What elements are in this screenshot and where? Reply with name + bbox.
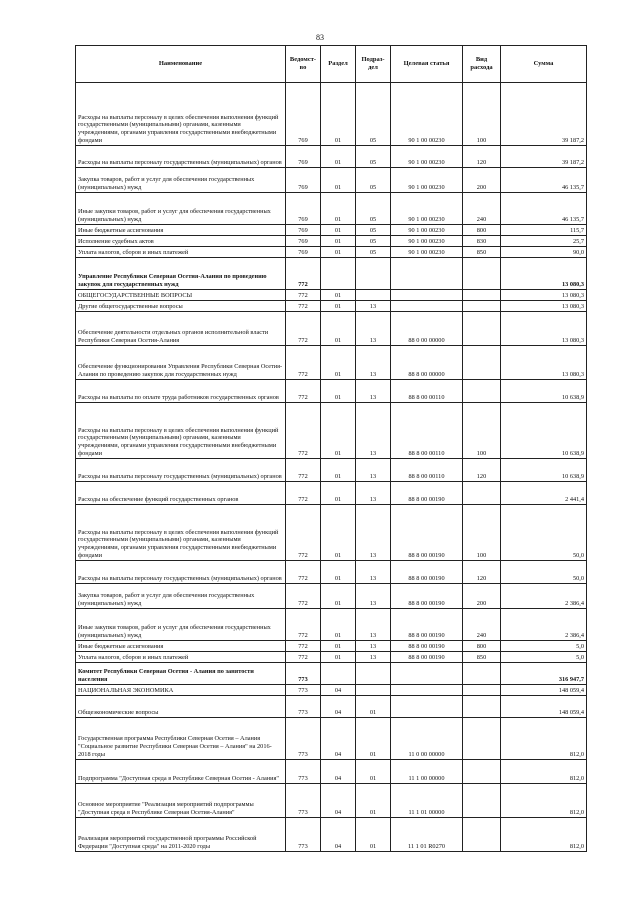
table-row: [76, 505, 587, 561]
table-row: [76, 247, 587, 258]
row-subsection: 13: [356, 301, 391, 312]
row-section: 01: [321, 584, 356, 609]
row-expense-type: [463, 718, 501, 760]
row-sum: 46 135,7: [501, 193, 587, 225]
table-row: [76, 146, 587, 168]
table-row: [76, 784, 587, 818]
header-expense-type: Вид расхода: [463, 46, 501, 83]
table-row: [76, 641, 587, 652]
row-subsection: [356, 663, 391, 685]
page-number: 83: [316, 33, 324, 42]
row-department: 772: [286, 301, 321, 312]
row-section: 01: [321, 482, 356, 505]
row-subsection: 05: [356, 236, 391, 247]
row-department: 772: [286, 380, 321, 403]
row-expense-type: 850: [463, 247, 501, 258]
table-row: [76, 718, 587, 760]
row-name: Иные бюджетные ассигнования: [76, 225, 286, 236]
row-name: Подпрограмма "Доступная среда в Республике Северная Осетия - Алания": [76, 760, 286, 784]
row-target-article: 88 8 00 00110: [391, 403, 463, 459]
row-target-article: 88 8 00 00190: [391, 482, 463, 505]
row-target-article: 88 8 00 00110: [391, 459, 463, 482]
row-section: 01: [321, 346, 356, 380]
row-expense-type: 120: [463, 459, 501, 482]
row-sum: 316 947,7: [501, 663, 587, 685]
table-row: [76, 561, 587, 584]
row-section: 01: [321, 459, 356, 482]
row-target-article: 11 0 00 00000: [391, 718, 463, 760]
row-expense-type: [463, 301, 501, 312]
row-target-article: 88 8 00 00190: [391, 609, 463, 641]
row-name: Общеэкономические вопросы: [76, 696, 286, 718]
row-subsection: 13: [356, 652, 391, 663]
header-target-article: Целевая статья: [391, 46, 463, 83]
row-department: 772: [286, 584, 321, 609]
table-row: [76, 380, 587, 403]
row-section: [321, 258, 356, 290]
table-row: [76, 482, 587, 505]
row-section: 04: [321, 685, 356, 696]
row-section: 01: [321, 290, 356, 301]
row-sum: 46 135,7: [501, 168, 587, 193]
row-section: 01: [321, 301, 356, 312]
row-target-article: 88 8 00 00190: [391, 652, 463, 663]
row-sum: 812,0: [501, 718, 587, 760]
row-target-article: 90 1 00 00230: [391, 146, 463, 168]
table-row: [76, 236, 587, 247]
table-row: [76, 696, 587, 718]
budget-table: [75, 45, 587, 852]
row-target-article: 90 1 00 00230: [391, 236, 463, 247]
row-target-article: [391, 685, 463, 696]
row-name: Основное мероприятие "Реализация мероприятий подпрограммы "Доступная среда в Республике Северная Осетия-Алания": [76, 784, 286, 818]
row-department: 772: [286, 290, 321, 301]
row-target-article: 11 1 01 00000: [391, 784, 463, 818]
row-sum: 812,0: [501, 818, 587, 852]
row-name: Обеспечение деятельности отдельных органов исполнительной власти Республики Северная Осетия-Алания: [76, 312, 286, 346]
row-target-article: 88 8 00 00190: [391, 505, 463, 561]
row-subsection: 01: [356, 760, 391, 784]
row-name: Расходы на выплаты персоналу в целях обеспечения выполнения функций государственными (муниципальными) органами, казенными учреждениями, органами управления государственными внебюджетными фондами: [76, 505, 286, 561]
row-section: 04: [321, 696, 356, 718]
row-subsection: 01: [356, 784, 391, 818]
row-sum: 13 080,3: [501, 301, 587, 312]
row-section: 01: [321, 403, 356, 459]
row-subsection: 13: [356, 482, 391, 505]
row-department: 772: [286, 561, 321, 584]
row-sum: 148 059,4: [501, 685, 587, 696]
row-target-article: 88 8 00 00190: [391, 641, 463, 652]
row-sum: 13 080,3: [501, 312, 587, 346]
row-sum: 13 080,3: [501, 346, 587, 380]
row-sum: 10 638,9: [501, 459, 587, 482]
row-expense-type: 830: [463, 236, 501, 247]
row-sum: 10 638,9: [501, 403, 587, 459]
row-expense-type: 240: [463, 193, 501, 225]
row-expense-type: 200: [463, 584, 501, 609]
row-target-article: [391, 696, 463, 718]
row-section: 01: [321, 236, 356, 247]
row-sum: 25,7: [501, 236, 587, 247]
row-expense-type: 100: [463, 403, 501, 459]
table-row: [76, 168, 587, 193]
row-expense-type: 100: [463, 83, 501, 146]
row-expense-type: 800: [463, 225, 501, 236]
table-row: [76, 584, 587, 609]
row-expense-type: [463, 760, 501, 784]
row-department: 772: [286, 459, 321, 482]
row-name: Другие общегосударственные вопросы: [76, 301, 286, 312]
row-sum: 115,7: [501, 225, 587, 236]
row-target-article: 88 8 00 00000: [391, 346, 463, 380]
row-subsection: 05: [356, 225, 391, 236]
row-name: Расходы на выплаты персоналу в целях обеспечения выполнения функций государственными (муниципальными) органами, казенными учреждениями, органами управления государственными внебюджетными фондами: [76, 403, 286, 459]
row-name: Реализация мероприятий государственной программы Российской Федерации "Доступная среда" на 2011-2020 годы: [76, 818, 286, 852]
row-department: 772: [286, 609, 321, 641]
row-subsection: [356, 685, 391, 696]
row-section: 01: [321, 380, 356, 403]
table-row: [76, 685, 587, 696]
row-subsection: 05: [356, 168, 391, 193]
row-name: Иные бюджетные ассигнования: [76, 641, 286, 652]
table-row: [76, 459, 587, 482]
table-row: [76, 258, 587, 290]
row-department: 772: [286, 346, 321, 380]
row-department: 769: [286, 146, 321, 168]
row-name: Государственная программа Республики Северная Осетия – Алания "Социальное развитие Республики Северная Осетия – Алания" на 2016-2018 годы: [76, 718, 286, 760]
table-row: [76, 760, 587, 784]
row-expense-type: 100: [463, 505, 501, 561]
row-expense-type: [463, 818, 501, 852]
row-target-article: 90 1 00 00230: [391, 168, 463, 193]
row-expense-type: 120: [463, 561, 501, 584]
row-expense-type: [463, 685, 501, 696]
row-sum: 2 386,4: [501, 584, 587, 609]
header-name: Наименование: [76, 46, 286, 83]
row-sum: 90,0: [501, 247, 587, 258]
row-target-article: [391, 301, 463, 312]
row-subsection: 13: [356, 459, 391, 482]
row-department: 769: [286, 83, 321, 146]
row-subsection: 13: [356, 561, 391, 584]
table-row: [76, 818, 587, 852]
row-expense-type: [463, 696, 501, 718]
row-department: 769: [286, 193, 321, 225]
table-row: [76, 312, 587, 346]
row-department: 772: [286, 258, 321, 290]
row-subsection: 05: [356, 83, 391, 146]
row-sum: 39 187,2: [501, 146, 587, 168]
row-name: Обеспечение функционирования Управления Республики Северная Осетия-Алания по проведению закупок для государственных нужд: [76, 346, 286, 380]
row-name: Расходы на выплаты персоналу государственных (муниципальных) органов: [76, 459, 286, 482]
row-section: 01: [321, 312, 356, 346]
row-name: Расходы на выплаты по оплате труда работников государственных органов: [76, 380, 286, 403]
row-sum: 10 638,9: [501, 380, 587, 403]
table-row: [76, 652, 587, 663]
row-department: 772: [286, 505, 321, 561]
row-target-article: 88 8 00 00190: [391, 561, 463, 584]
row-subsection: 13: [356, 584, 391, 609]
header-subsection: Подраз-дел: [356, 46, 391, 83]
row-section: 04: [321, 718, 356, 760]
row-expense-type: [463, 346, 501, 380]
row-expense-type: 240: [463, 609, 501, 641]
row-department: 773: [286, 760, 321, 784]
row-section: 01: [321, 168, 356, 193]
row-subsection: 05: [356, 247, 391, 258]
row-name: Управление Республики Северная Осетия-Алания по проведению закупок для государственных нужд: [76, 258, 286, 290]
table-row: [76, 193, 587, 225]
row-sum: 2 441,4: [501, 482, 587, 505]
row-subsection: 05: [356, 193, 391, 225]
row-department: 773: [286, 718, 321, 760]
row-sum: 13 080,3: [501, 258, 587, 290]
row-name: Расходы на выплаты персоналу в целях обеспечения выполнения функций государственными (муниципальными) органами, казенными учреждениями, органами управления государственными внебюджетными фондами: [76, 83, 286, 146]
row-section: [321, 663, 356, 685]
row-name: Закупка товаров, работ и услуг для обеспечения государственных (муниципальных) нужд: [76, 168, 286, 193]
row-target-article: 88 8 00 00110: [391, 380, 463, 403]
row-target-article: 88 0 00 00000: [391, 312, 463, 346]
row-target-article: 90 1 00 00230: [391, 247, 463, 258]
table-row: [76, 403, 587, 459]
row-subsection: 13: [356, 403, 391, 459]
row-section: 04: [321, 760, 356, 784]
row-name: Исполнение судебных актов: [76, 236, 286, 247]
row-target-article: 88 8 00 00190: [391, 584, 463, 609]
row-name: Закупка товаров, работ и услуг для обеспечения государственных (муниципальных) нужд: [76, 584, 286, 609]
row-sum: 2 386,4: [501, 609, 587, 641]
row-department: 772: [286, 482, 321, 505]
row-department: 769: [286, 225, 321, 236]
row-subsection: 13: [356, 641, 391, 652]
row-department: 769: [286, 236, 321, 247]
row-target-article: [391, 290, 463, 301]
row-department: 772: [286, 403, 321, 459]
row-subsection: 13: [356, 505, 391, 561]
row-subsection: 01: [356, 818, 391, 852]
header-section: Раздел: [321, 46, 356, 83]
row-expense-type: [463, 258, 501, 290]
row-section: 01: [321, 505, 356, 561]
row-section: 01: [321, 652, 356, 663]
row-department: 769: [286, 247, 321, 258]
header-sum: Сумма: [501, 46, 587, 83]
row-department: 772: [286, 652, 321, 663]
row-subsection: 13: [356, 312, 391, 346]
row-expense-type: [463, 784, 501, 818]
row-sum: 812,0: [501, 760, 587, 784]
row-target-article: [391, 258, 463, 290]
row-name: Комитет Республики Северная Осетия - Алания по занятости населения: [76, 663, 286, 685]
row-department: 772: [286, 312, 321, 346]
table-header-row: [76, 46, 587, 83]
row-section: 01: [321, 247, 356, 258]
row-section: 01: [321, 83, 356, 146]
row-expense-type: [463, 663, 501, 685]
table-row: [76, 301, 587, 312]
row-section: 01: [321, 193, 356, 225]
row-sum: 5,0: [501, 641, 587, 652]
row-section: 04: [321, 818, 356, 852]
row-expense-type: [463, 482, 501, 505]
row-target-article: 11 1 00 00000: [391, 760, 463, 784]
table-row: [76, 609, 587, 641]
row-sum: 50,0: [501, 505, 587, 561]
row-subsection: 13: [356, 380, 391, 403]
row-subsection: 13: [356, 609, 391, 641]
row-department: 773: [286, 663, 321, 685]
row-department: 772: [286, 641, 321, 652]
row-department: 773: [286, 818, 321, 852]
row-section: 04: [321, 784, 356, 818]
row-sum: 5,0: [501, 652, 587, 663]
row-section: 01: [321, 641, 356, 652]
row-sum: 148 059,4: [501, 696, 587, 718]
row-name: Расходы на выплаты персоналу государственных (муниципальных) органов: [76, 146, 286, 168]
row-sum: 812,0: [501, 784, 587, 818]
table-row: [76, 346, 587, 380]
row-expense-type: 850: [463, 652, 501, 663]
row-subsection: 13: [356, 346, 391, 380]
table-row: [76, 663, 587, 685]
row-sum: 50,0: [501, 561, 587, 584]
row-expense-type: [463, 312, 501, 346]
row-target-article: 90 1 00 00230: [391, 225, 463, 236]
row-subsection: 01: [356, 718, 391, 760]
row-target-article: [391, 663, 463, 685]
row-name: ОБЩЕГОСУДАРСТВЕННЫЕ ВОПРОСЫ: [76, 290, 286, 301]
row-name: Уплата налогов, сборов и иных платежей: [76, 247, 286, 258]
row-department: 769: [286, 168, 321, 193]
row-section: 01: [321, 225, 356, 236]
header-department: Ведомст-во: [286, 46, 321, 83]
row-target-article: 90 1 00 00230: [391, 193, 463, 225]
row-expense-type: 800: [463, 641, 501, 652]
row-target-article: 11 1 01 R0270: [391, 818, 463, 852]
row-name: Уплата налогов, сборов и иных платежей: [76, 652, 286, 663]
table-row: [76, 225, 587, 236]
row-name: НАЦИОНАЛЬНАЯ ЭКОНОМИКА: [76, 685, 286, 696]
row-expense-type: [463, 380, 501, 403]
row-section: 01: [321, 609, 356, 641]
row-name: Иные закупки товаров, работ и услуг для обеспечения государственных (муниципальных) нужд: [76, 609, 286, 641]
row-name: Иные закупки товаров, работ и услуг для обеспечения государственных (муниципальных) нужд: [76, 193, 286, 225]
row-sum: 13 080,3: [501, 290, 587, 301]
table-body: [76, 83, 587, 852]
row-sum: 39 187,2: [501, 83, 587, 146]
row-subsection: 05: [356, 146, 391, 168]
row-target-article: 90 1 00 00230: [391, 83, 463, 146]
row-expense-type: 120: [463, 146, 501, 168]
row-section: 01: [321, 146, 356, 168]
table-row: [76, 290, 587, 301]
row-department: 773: [286, 784, 321, 818]
row-department: 773: [286, 696, 321, 718]
table-row: [76, 83, 587, 146]
row-expense-type: [463, 290, 501, 301]
row-name: Расходы на выплаты персоналу государственных (муниципальных) органов: [76, 561, 286, 584]
row-subsection: [356, 258, 391, 290]
row-department: 773: [286, 685, 321, 696]
row-subsection: 01: [356, 696, 391, 718]
row-section: 01: [321, 561, 356, 584]
row-subsection: [356, 290, 391, 301]
row-name: Расходы на обеспечение функций государственных органов: [76, 482, 286, 505]
row-expense-type: 200: [463, 168, 501, 193]
